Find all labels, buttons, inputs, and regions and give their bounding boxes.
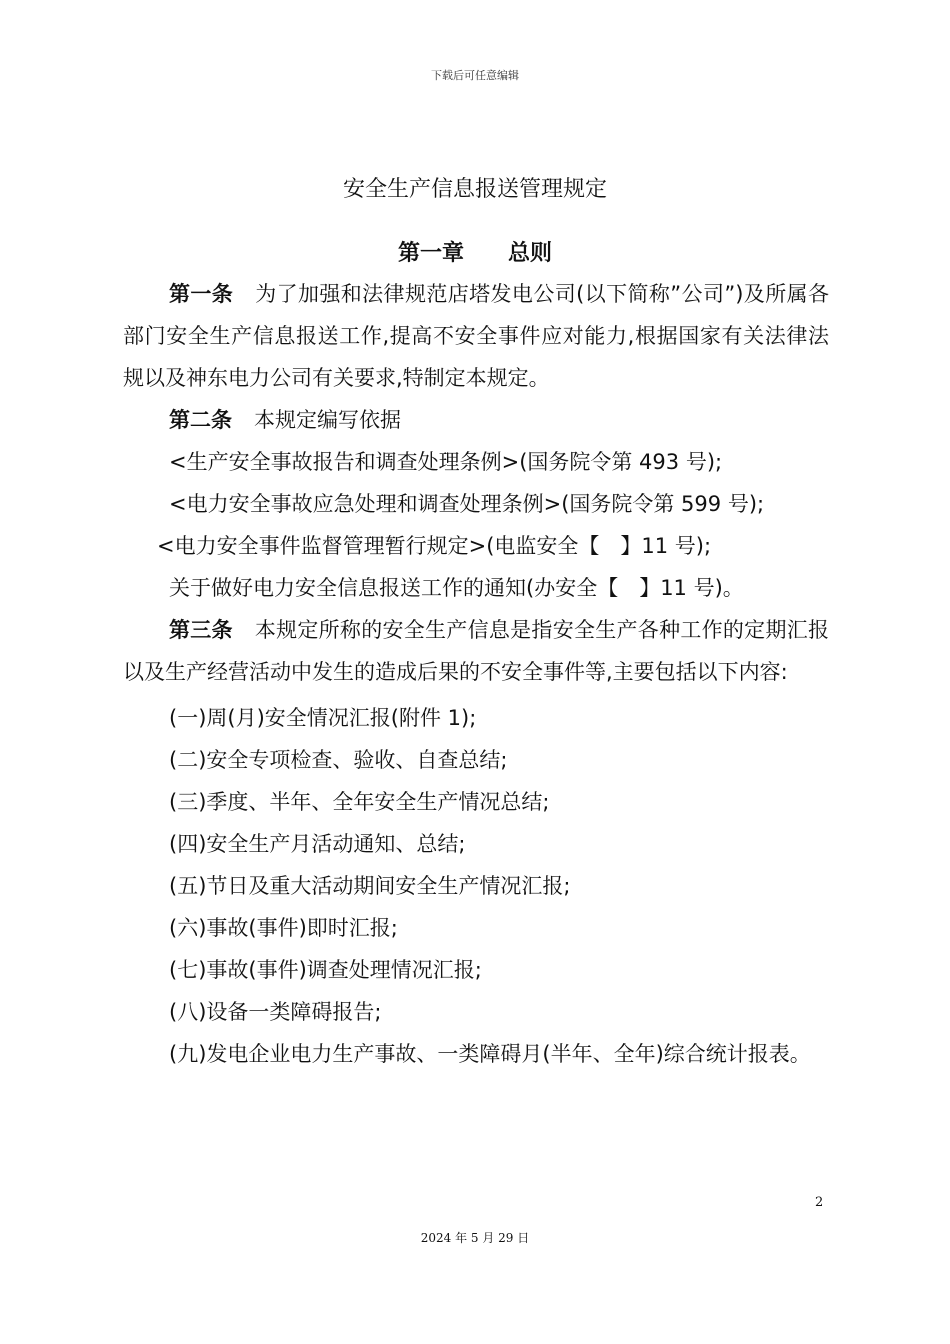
reference-item: 关于做好电力安全信息报送工作的通知(办安全【 】11 号)。: [169, 576, 744, 600]
reference-item: <生产安全事故报告和调查处理条例>(国务院令第 493 号);: [169, 450, 723, 474]
article-2-text: 本规定编写依据: [254, 408, 401, 432]
document-title: 安全生产信息报送管理规定: [342, 177, 607, 202]
article-2-lead: 第二条: [169, 408, 232, 432]
page-number: 2: [815, 1195, 824, 1210]
article-1-text: 为了加强和法律规范店塔发电公司(以下简称”公司”)及所属各部门安全生产信息报送工作,提高不安全事件应对能力,根据国家有关法律法规以及神东电力公司有关要求,特制定本规定。: [123, 282, 829, 390]
list-item: (二)安全专项检查、验收、自查总结;: [169, 748, 508, 772]
document-body: [123, 273, 829, 1075]
chapter-number: 第一章: [397, 241, 464, 266]
list-item: (三)季度、半年、全年安全生产情况总结;: [169, 790, 550, 814]
list-item: (四)安全生产月活动通知、总结;: [169, 832, 466, 856]
article-3: [123, 609, 829, 693]
list-item: (六)事故(事件)即时汇报;: [169, 916, 398, 940]
chapter-name: 总则: [508, 241, 553, 266]
list-item: (九)发电企业电力生产事故、一类障碍月(半年、全年)综合统计报表。: [169, 1042, 811, 1066]
article-3-text: 本规定所称的安全生产信息是指安全生产各种工作的定期汇报以及生产经营活动中发生的造成后果的不安全事件等,主要包括以下内容:: [123, 618, 829, 684]
reference-item: <电力安全事件监督管理暂行规定>(电监安全【 】11 号);: [157, 534, 712, 558]
reference-item: <电力安全事故应急处理和调查处理条例>(国务院令第 599 号);: [169, 492, 765, 516]
content-list: [123, 697, 829, 1075]
article-3-lead: 第三条: [169, 618, 233, 642]
page-header: 下载后可任意编辑: [431, 69, 519, 82]
article-1-lead: 第一条: [169, 282, 234, 306]
article-1: [123, 273, 829, 399]
list-item: (五)节日及重大活动期间安全生产情况汇报;: [169, 874, 571, 898]
list-item: (七)事故(事件)调查处理情况汇报;: [169, 958, 482, 982]
list-item: (八)设备一类障碍报告;: [169, 1000, 382, 1024]
chapter-heading: [0, 236, 950, 267]
page-footer-date: 2024 年 5 月 29 日: [420, 1231, 530, 1245]
list-item: (一)周(月)安全情况汇报(附件 1);: [169, 706, 477, 730]
article-2: [123, 399, 829, 441]
